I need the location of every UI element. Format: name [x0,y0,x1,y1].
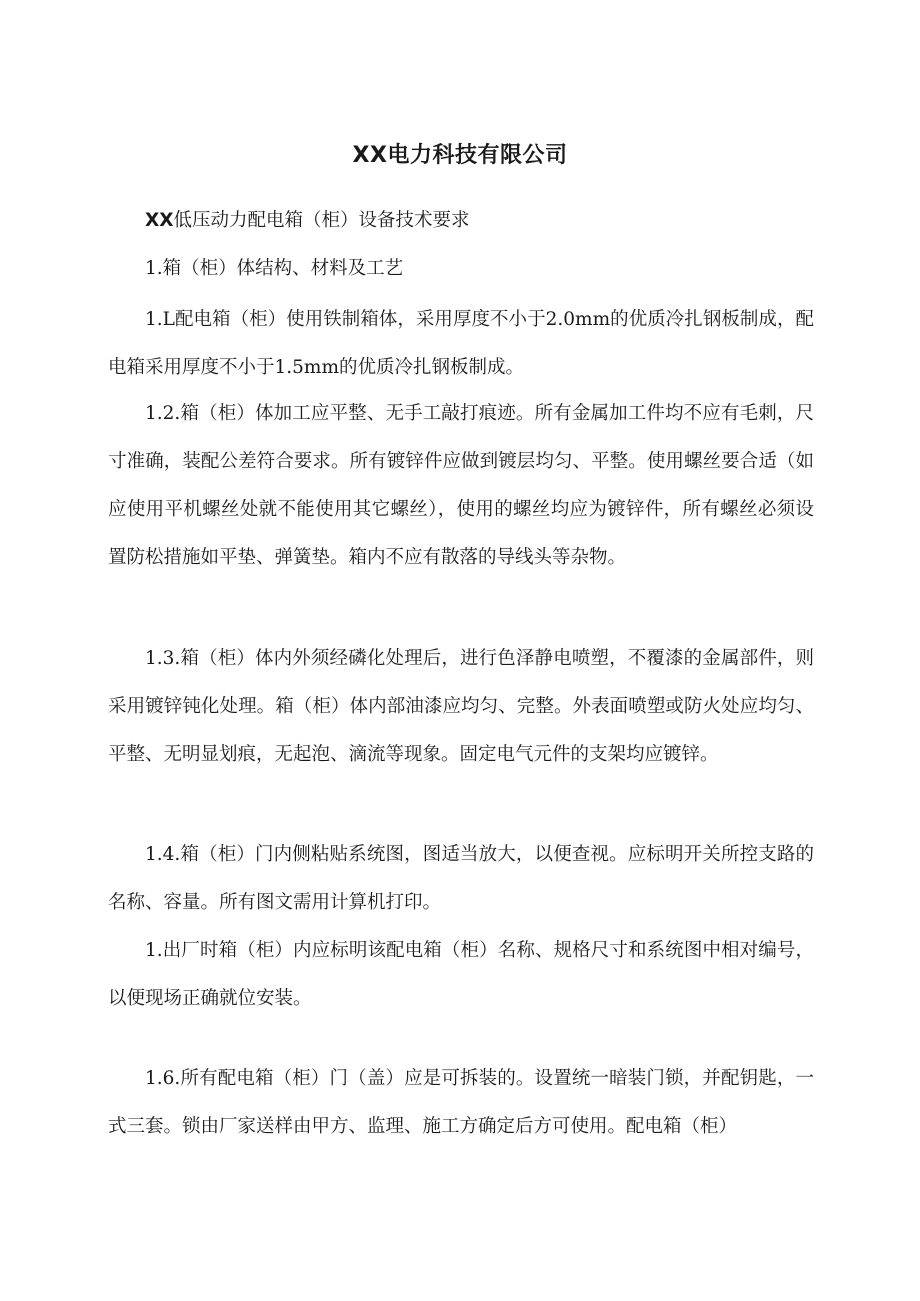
paragraph-1-5: 1.出厂时箱（柜）内应标明该配电箱（柜）名称、规格尺寸和系统图中相对编号，以便现场正确就位安装。 [108,940,814,1009]
paragraph-1-2: 1.2.箱（柜）体加工应平整、无手工敲打痕迹。所有金属加工件均不应有毛刺，尺寸准确，装配公差符合要求。所有镀锌件应做到镀层均匀、平整。使用螺丝要合适（如应使用平机螺丝处就不能使用其它螺丝），使用的螺丝均应为镀锌件，所有螺丝必须设置防松措施如平垫、弹簧垫。箱内不应有散落的导线头等杂物。 [108,403,814,568]
paragraph-1-4: 1.4.箱（柜）门内侧粘贴系统图，图适当放大，以便查视。应标明开关所控支路的名称、容量。所有图文需用计算机打印。 [108,844,814,913]
document-subtitle [108,197,814,245]
subtitle-text: 低压动力配电箱（柜）设备技术要求 [173,210,470,231]
section-heading: 1.箱（柜）体结构、材料及工艺 [145,258,404,279]
company-title: XX电力科技有限公司 [352,143,568,168]
paragraph-1-6: 1.6.所有配电箱（柜）门（盖）应是可拆装的。设置统一暗装门锁，并配钥匙，一式三套。锁由厂家送样由甲方、监理、施工方确定后方可使用。配电箱（柜） [108,1068,814,1137]
paragraph-1-3: 1.3.箱（柜）体内外须经磷化处理后，进行色泽静电喷塑，不覆漆的金属部件，则采用镀锌钝化处理。箱（柜）体内部油漆应均匀、完整。外表面喷塑或防火处应均匀、平整、无明显划痕，无起泡、滴流等现象。固定电气元件的支架均应镀锌。 [108,648,814,765]
paragraph-1-1: 1.L配电箱（柜）使用铁制箱体，采用厚度不小于2.0mm的优质冷扎钢板制成，配电箱采用厚度不小于1.5mm的优质冷扎钢板制成。 [108,309,814,378]
subtitle-prefix: XX [145,210,174,231]
